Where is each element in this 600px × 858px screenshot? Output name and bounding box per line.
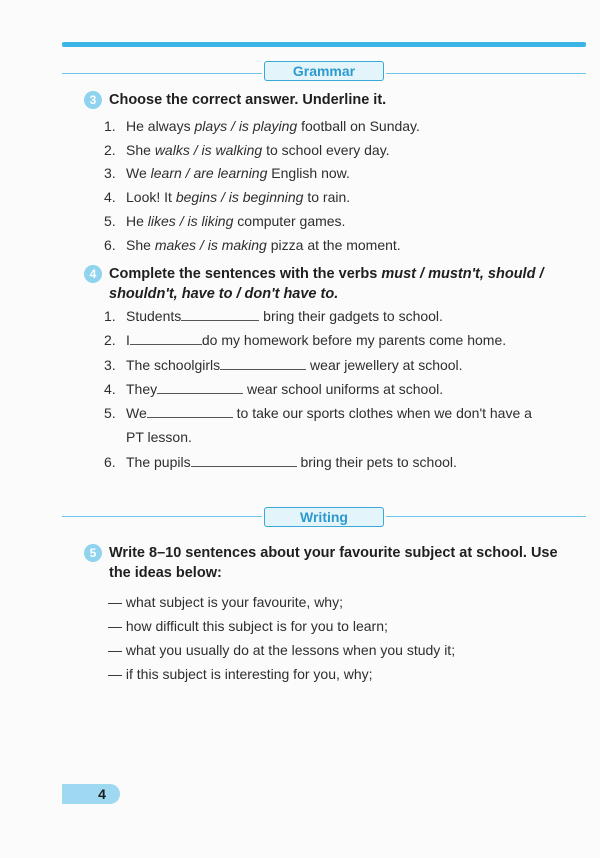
section-divider-right	[386, 516, 586, 517]
task-4-item: 6. The pupils bring their pets to school.	[104, 454, 457, 470]
task-number-badge: 4	[84, 265, 102, 283]
task-4-item: 5. We to take our sports clothes when we don't have a	[104, 405, 532, 421]
task-4-item: 4. They wear school uniforms at school.	[104, 381, 444, 397]
task-5-title: Write 8–10 sentences about your favourite subject at school. Use the ideas below:	[109, 545, 558, 581]
writing-idea: — what you usually do at the lessons when you study it;	[108, 642, 456, 658]
task-3-item: 6. She makes / is making pizza at the moment.	[104, 237, 401, 253]
answer-blank[interactable]	[191, 452, 297, 467]
task-3-item: 3. We learn / are learning English now.	[104, 165, 350, 181]
task-number-badge: 5	[84, 544, 102, 562]
answer-options[interactable]: learn / are learning	[150, 165, 268, 181]
task-4-heading	[84, 264, 594, 304]
answer-options[interactable]: likes / is liking	[147, 213, 234, 229]
writing-idea: — if this subject is interesting for you, why;	[108, 666, 373, 682]
answer-options[interactable]: walks / is walking	[154, 142, 263, 158]
task-3-heading	[84, 90, 594, 110]
answer-blank[interactable]	[181, 306, 259, 321]
section-label-writing: Writing	[264, 507, 384, 527]
task-4-item: 3. The schoolgirls wear jewellery at school.	[104, 357, 463, 373]
writing-idea: — what subject is your favourite, why;	[108, 594, 343, 610]
task-3-item: 4. Look! It begins / is beginning to rain.	[104, 189, 351, 205]
task-5-heading	[84, 543, 594, 583]
task-4-title: Complete the sentences with the verbs must / mustn't, should / shouldn't, have to / don't have to.	[109, 266, 544, 302]
answer-options[interactable]: begins / is beginning	[175, 189, 304, 205]
answer-options[interactable]: plays / is playing	[194, 118, 298, 134]
task-3-item: 1. He always plays / is playing football on Sunday.	[104, 118, 420, 134]
task-number-badge: 3	[84, 91, 102, 109]
answer-blank[interactable]	[147, 403, 233, 418]
task-4-item: 1. Students bring their gadgets to school.	[104, 308, 443, 324]
task-3-item: 5. He likes / is liking computer games.	[104, 213, 346, 229]
section-divider-right	[386, 73, 586, 74]
task-4-item: 2. I do my homework before my parents come home.	[104, 332, 507, 348]
writing-idea: — how difficult this subject is for you to learn;	[108, 618, 388, 634]
answer-options[interactable]: makes / is making	[154, 237, 267, 253]
task-3-title: Choose the correct answer. Underline it.	[109, 92, 387, 108]
section-label-grammar: Grammar	[264, 61, 384, 81]
answer-blank[interactable]	[157, 379, 243, 394]
answer-blank[interactable]	[220, 355, 306, 370]
answer-blank[interactable]	[130, 330, 202, 345]
task-3-item: 2. She walks / is walking to school every day.	[104, 142, 390, 158]
section-divider-left	[62, 73, 262, 74]
top-rule	[62, 42, 586, 47]
page-number: 4	[98, 786, 106, 802]
task-4-item-continuation: PT lesson.	[126, 429, 192, 445]
section-divider-left	[62, 516, 262, 517]
